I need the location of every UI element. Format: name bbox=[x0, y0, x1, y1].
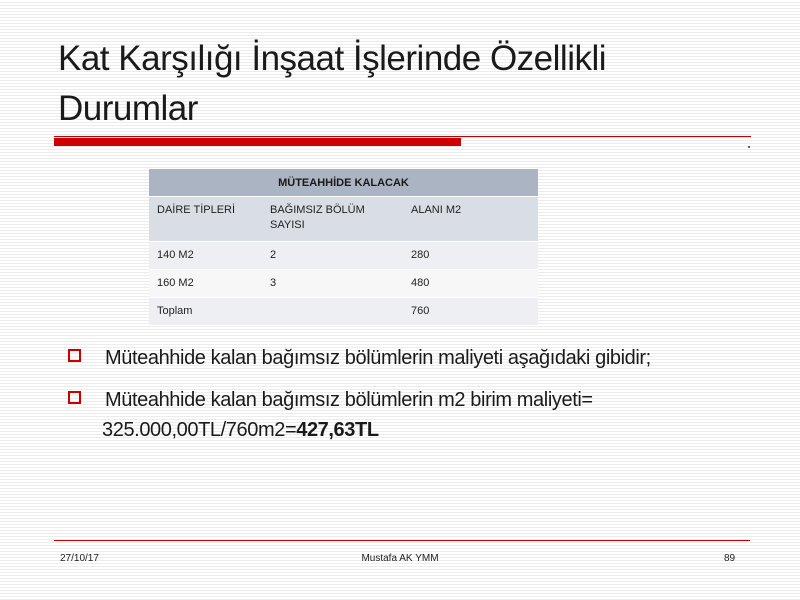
slide-number: 89 bbox=[724, 553, 736, 564]
title-divider-thick-bar bbox=[54, 138, 461, 146]
table-cell: 140 M2 bbox=[149, 242, 262, 270]
table-cell: 760 bbox=[403, 298, 538, 326]
table-header: MÜTEAHHİDE KALACAK bbox=[149, 169, 538, 197]
footer-divider bbox=[54, 540, 750, 541]
table-header-row bbox=[149, 169, 538, 197]
bullet-text: Müteahhide kalan bağımsız bölümlerin m2 birim maliyeti= bbox=[105, 389, 593, 411]
contractor-units-table bbox=[149, 169, 538, 325]
table-cell bbox=[262, 298, 403, 326]
bullet-continuation bbox=[102, 415, 768, 445]
table-cell: 280 bbox=[403, 242, 538, 270]
square-bullet-icon bbox=[68, 349, 81, 362]
table-cell: Toplam bbox=[149, 298, 262, 326]
bullet-item bbox=[68, 385, 768, 445]
slide-title: Kat Karşılığı İnşaat İşlerinde Özellikli Durumlar bbox=[58, 39, 607, 128]
square-bullet-icon bbox=[68, 391, 81, 404]
table-row bbox=[149, 270, 538, 298]
unit-cost-result: 427,63TL bbox=[296, 419, 379, 441]
bullet-list bbox=[68, 343, 768, 457]
table-row-total bbox=[149, 298, 538, 326]
footer-date: 27/10/17 bbox=[60, 553, 99, 564]
column-header-unit-type: DAİRE TİPLERİ bbox=[149, 197, 262, 242]
calculation-text: 325.000,00TL/760m2= bbox=[102, 419, 297, 441]
table-cell: 2 bbox=[262, 242, 403, 270]
footer-author: Mustafa AK YMM bbox=[361, 553, 439, 564]
table-cell: 3 bbox=[262, 270, 403, 298]
title-divider bbox=[54, 136, 751, 148]
bullet-text: Müteahhide kalan bağımsız bölümlerin maliyeti aşağıdaki gibidir; bbox=[105, 347, 651, 369]
table-column-header-row bbox=[149, 197, 538, 242]
table-row bbox=[149, 242, 538, 270]
bullet-item bbox=[68, 343, 768, 373]
title-divider-dot bbox=[748, 146, 750, 148]
column-header-area: ALANI M2 bbox=[403, 197, 538, 242]
table-cell: 160 M2 bbox=[149, 270, 262, 298]
table-cell: 480 bbox=[403, 270, 538, 298]
column-header-unit-count: BAĞIMSIZ BÖLÜM SAYISI bbox=[262, 197, 403, 242]
title-divider-thin-line bbox=[54, 136, 751, 137]
